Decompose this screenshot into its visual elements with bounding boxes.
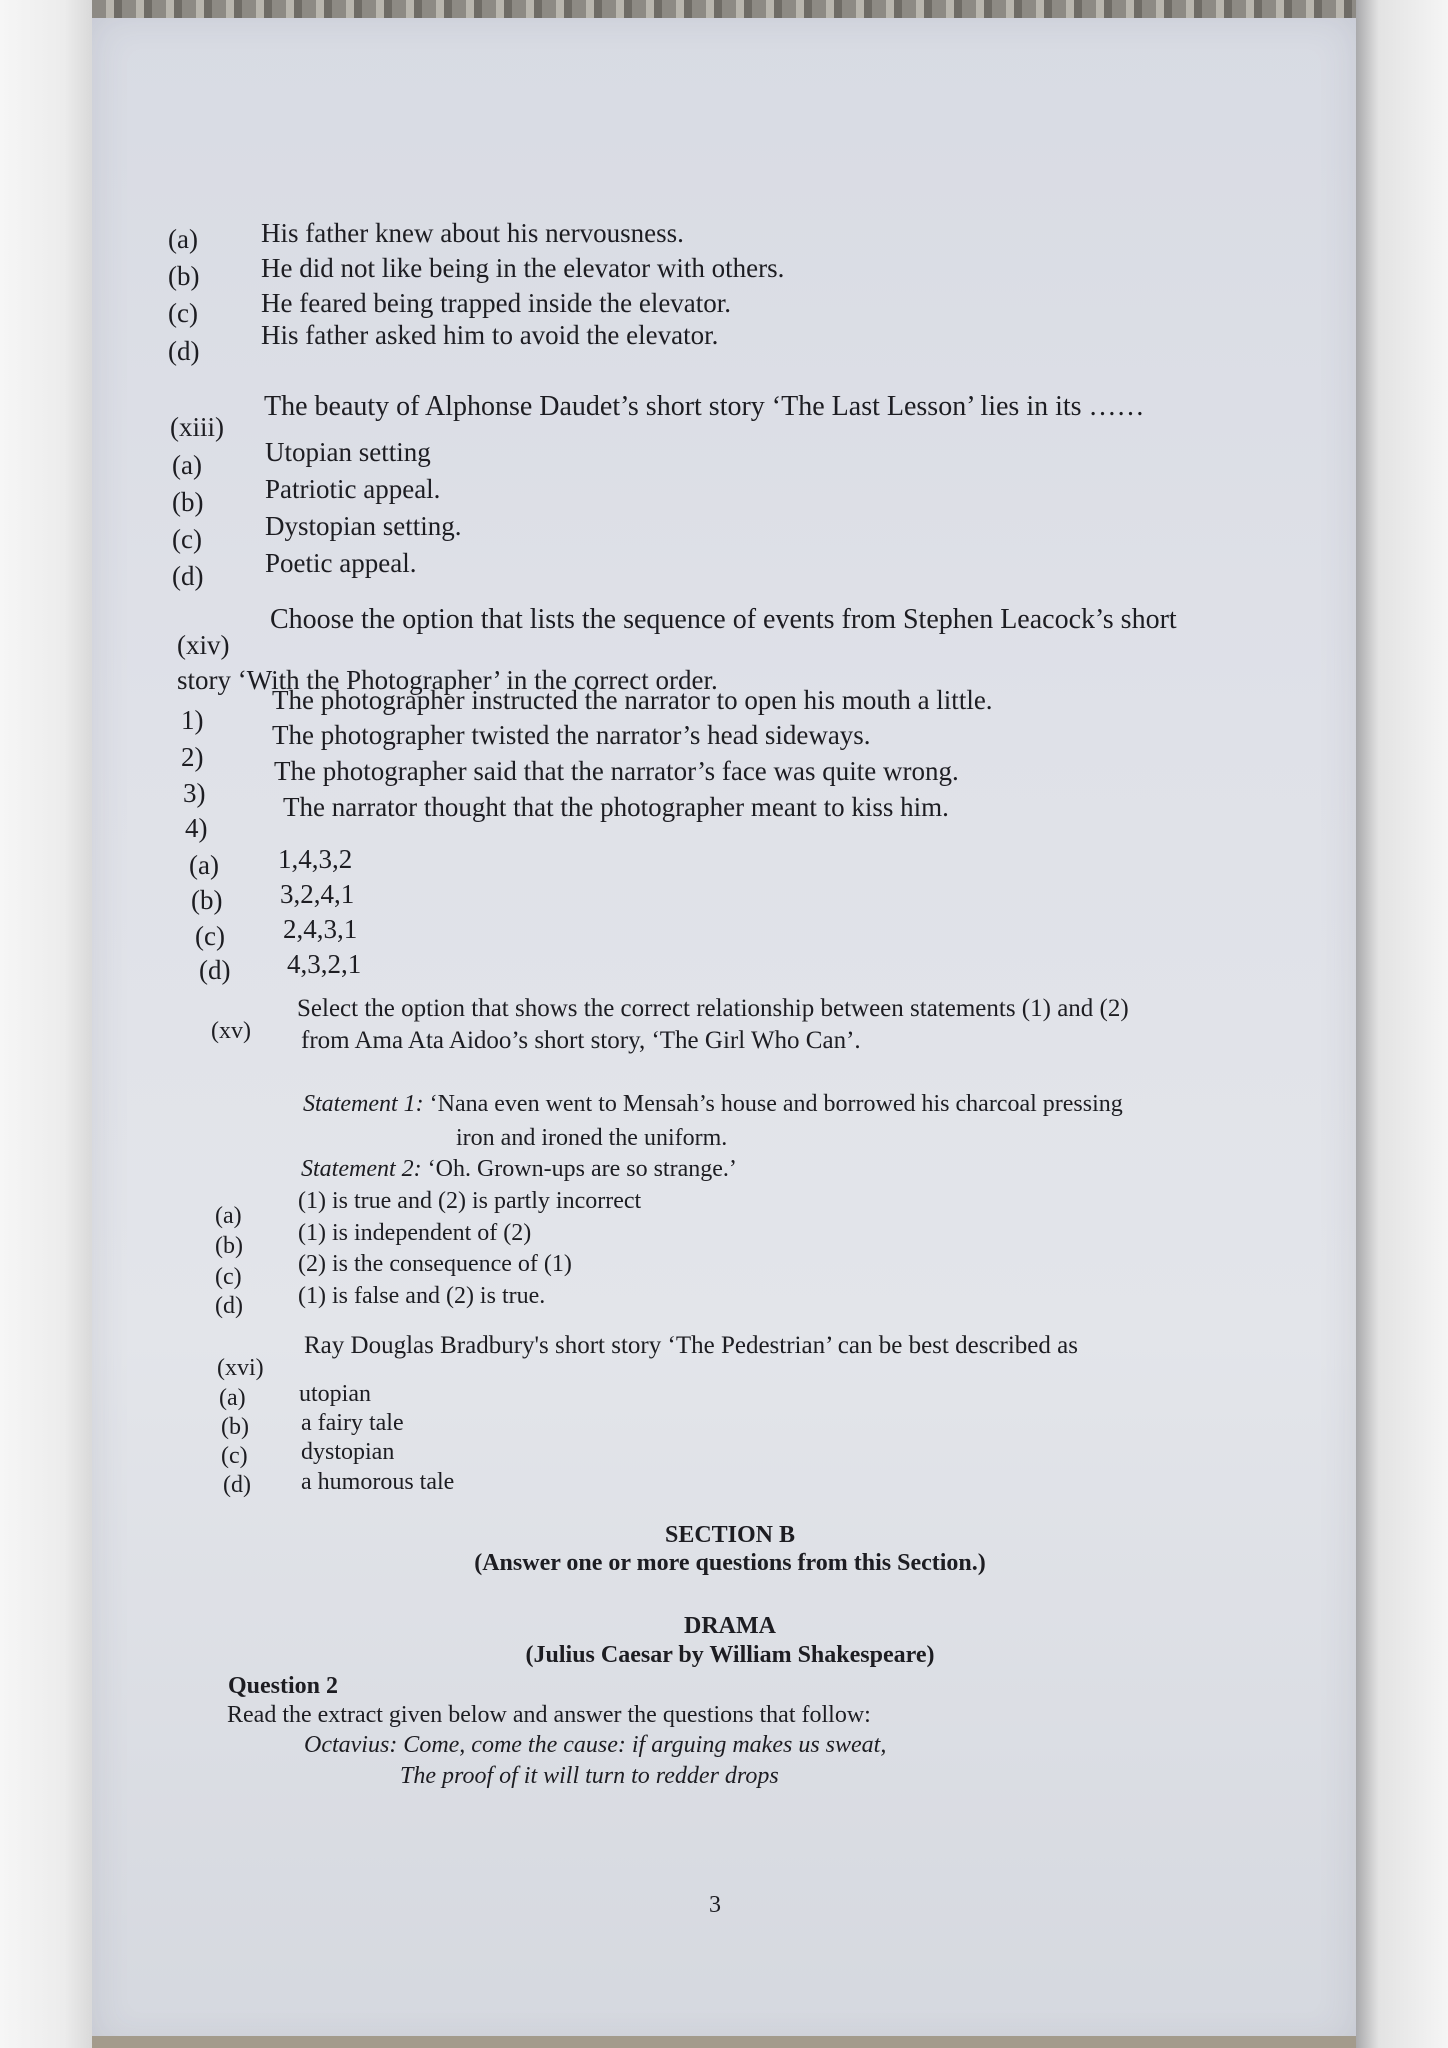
extract-line-1: Octavius: Come, come the cause: if arguing makes us sweat, (304, 1732, 887, 1758)
q16-option-a-label: (a) (219, 1385, 246, 1411)
section-b-title: SECTION B (664, 1522, 796, 1548)
q12-option-d-text: His father asked him to avoid the elevator. (261, 320, 719, 350)
scan-bottom-edge (92, 2036, 1356, 2048)
scan-right-margin (1356, 0, 1448, 2048)
q14-question-line2: story ‘With the Photographer’ in the correct order. (177, 665, 718, 695)
q14-event-3-text: The photographer said that the narrator’s face was quite wrong. (274, 756, 959, 786)
q15-statement1 (303, 1090, 1123, 1118)
q15-question-line2: from Ama Ata Aidoo’s short story, ‘The Girl Who Can’. (301, 1027, 861, 1054)
q13-option-a-label: (a) (172, 450, 202, 480)
q14-event-3-label: 3) (183, 778, 206, 808)
q13-option-c-text: Dystopian setting. (265, 511, 462, 541)
q15-option-d-text: (1) is false and (2) is true. (298, 1283, 546, 1309)
q15-statement2-label: Statement 2: (301, 1156, 422, 1182)
q16-option-b-text: a fairy tale (301, 1410, 404, 1436)
q15-statement1-line2: iron and ironed the uniform. (456, 1125, 728, 1151)
q12-option-a-label: (a) (168, 224, 198, 254)
q14-event-4-label: 4) (185, 813, 208, 843)
q14-option-d-label: (d) (199, 955, 231, 985)
q14-event-1-label: 1) (181, 705, 204, 735)
q15-number: (xv) (211, 1018, 251, 1044)
page-number: 3 (709, 1892, 721, 1918)
q14-question-line1: Choose the option that lists the sequence of events from Stephen Leacock’s short (270, 604, 1177, 635)
q14-event-1-text: The photographer instructed the narrator to open his mouth a little. (272, 685, 993, 715)
q15-option-d-label: (d) (215, 1293, 243, 1319)
q14-event-2-label: 2) (181, 742, 204, 772)
q13-number: (xiii) (170, 412, 224, 442)
q12-option-b-text: He did not like being in the elevator with others. (261, 253, 785, 283)
q16-option-c-text: dystopian (301, 1439, 395, 1465)
q16-question: Ray Douglas Bradbury's short story ‘The Pedestrian’ can be best described as (304, 1332, 1078, 1359)
q14-event-4-text: The narrator thought that the photographer meant to kiss him. (283, 792, 949, 822)
q15-option-b-label: (b) (215, 1233, 243, 1259)
q12-option-d-label: (d) (168, 336, 200, 366)
q16-option-d-label: (d) (223, 1472, 251, 1498)
q15-option-c-text: (2) is the consequence of (1) (298, 1251, 572, 1277)
q15-option-a-label: (a) (215, 1203, 242, 1229)
q16-number: (xvi) (217, 1355, 264, 1381)
scan-left-margin (0, 0, 92, 2048)
q16-option-c-label: (c) (221, 1443, 248, 1469)
q13-option-d-label: (d) (172, 561, 204, 591)
q15-option-a-text: (1) is true and (2) is partly incorrect (298, 1188, 642, 1214)
q12-option-b-label: (b) (168, 261, 200, 291)
question-2-instruction: Read the extract given below and answer the questions that follow: (227, 1702, 871, 1728)
q15-option-b-text: (1) is independent of (2) (298, 1220, 532, 1246)
q13-option-a-text: Utopian setting (265, 437, 431, 467)
q12-option-a-text: His father knew about his nervousness. (261, 218, 684, 248)
q15-statement2 (301, 1155, 737, 1183)
q14-event-2-text: The photographer twisted the narrator’s head sideways. (272, 720, 871, 750)
drama-heading: DRAMA (684, 1613, 776, 1639)
drama-subheading: (Julius Caesar by William Shakespeare) (525, 1642, 935, 1668)
scan-top-edge (92, 0, 1356, 18)
q14-option-c-label: (c) (195, 921, 225, 951)
q14-option-b-text: 3,2,4,1 (280, 879, 355, 909)
q15-statement2-text: ‘Oh. Grown-ups are so strange.’ (421, 1156, 737, 1182)
extract-line-2: The proof of it will turn to redder drops (400, 1763, 779, 1789)
q14-option-a-text: 1,4,3,2 (278, 844, 353, 874)
q13-question: The beauty of Alphonse Daudet’s short story ‘The Last Lesson’ lies in its …… (264, 391, 1145, 422)
q14-option-a-label: (a) (189, 850, 219, 880)
q14-option-d-text: 4,3,2,1 (287, 949, 362, 979)
q12-option-c-label: (c) (168, 298, 198, 328)
q13-option-d-text: Poetic appeal. (265, 548, 417, 578)
q15-option-c-label: (c) (215, 1264, 242, 1290)
q16-option-b-label: (b) (221, 1414, 249, 1440)
q14-number: (xiv) (177, 630, 230, 660)
q13-option-b-text: Patriotic appeal. (265, 474, 441, 504)
q16-option-a-text: utopian (299, 1381, 371, 1407)
q15-statement1-label: Statement 1: (303, 1091, 424, 1117)
q13-option-b-label: (b) (172, 487, 204, 517)
section-b-instruction: (Answer one or more questions from this Section.) (474, 1550, 986, 1576)
q14-option-c-text: 2,4,3,1 (283, 914, 358, 944)
q13-option-c-label: (c) (172, 524, 202, 554)
q15-question-line1: Select the option that shows the correct relationship between statements (1) and (2) (297, 995, 1129, 1022)
q12-option-c-text: He feared being trapped inside the elevator. (261, 288, 732, 318)
q14-option-b-label: (b) (191, 885, 223, 915)
q16-option-d-text: a humorous tale (301, 1469, 455, 1495)
q15-statement1-line1: ‘Nana even went to Mensah’s house and borrowed his charcoal pressing (423, 1091, 1123, 1117)
question-2-title: Question 2 (228, 1673, 339, 1699)
